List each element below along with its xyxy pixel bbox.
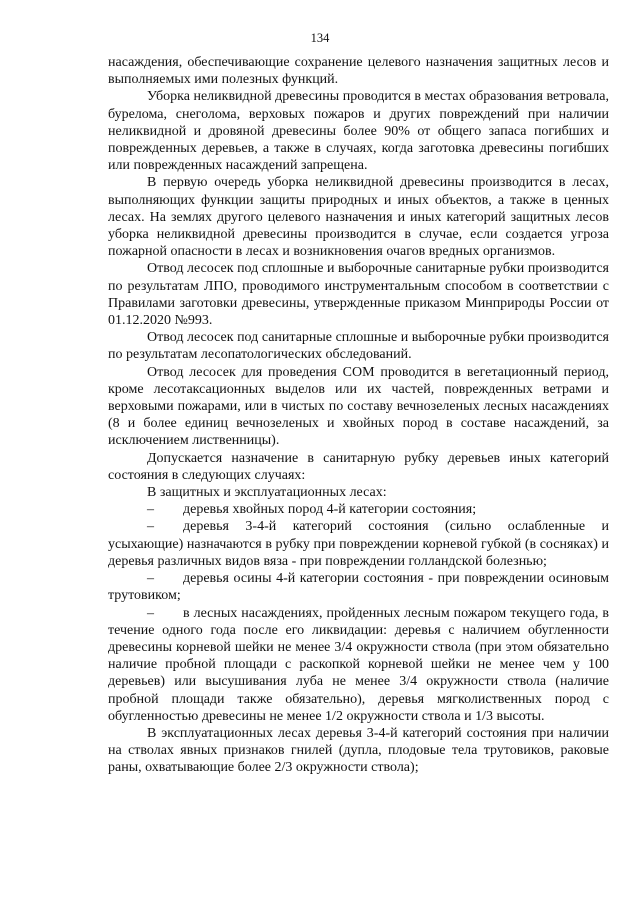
list-dash: – bbox=[147, 519, 154, 535]
paragraph: насаждения, обеспечивающие сохранение целевого назначения защитных лесов и выполняемых ими полезных функций. bbox=[108, 55, 609, 88]
list-item bbox=[108, 501, 609, 518]
paragraph: Отвод лесосек под сплошные и выборочные санитарные рубки производится по результатам ЛПО, проводимого инструментальным способом в соответствии с Правилами заготовки древесины, утвержденные приказом Минприроды России от 01.12.2020 №993. bbox=[108, 261, 609, 329]
paragraph: Уборка неликвидной древесины проводится в местах образования ветровала, бурелома, снеголома, верховых пожаров и других повреждений при наличии неликвидной и дровяной древесины более 90% от общего запаса погибших и поврежденных деревьев, а также в случаях, когда заготовка древесины погибших или поврежденных насаждений запрещена. bbox=[108, 89, 609, 174]
list-dash: – bbox=[147, 605, 154, 621]
list-item-text: в лесных насаждениях, пройденных лесным пожаром текущего года, в течение одного года после его ликвидации: деревья с наличием обугленности древесины корневой шейки не менее 3/4 окружности ствола (при этом обязательно наличие пробной площади с раскопкой корневой шейки не менее чем у 100 деревьев) или высушивания луба не менее 3/4 окружности ствола (наличие пробной площади также обязательно), деревья мягколиственных пород с обугленностью древесины не менее 1/2 окружности ствола и 1/3 высоты. bbox=[108, 605, 609, 724]
list-item bbox=[108, 570, 609, 604]
document-body bbox=[108, 54, 609, 777]
list-dash: – bbox=[147, 502, 154, 518]
paragraph: В эксплуатационных лесах деревья 3-4-й категорий состояния при наличии на стволах явных признаков гнилей (дупла, плодовые тела трутовиков, раковые раны, охватывающие более 2/3 окружности ствола); bbox=[108, 725, 609, 776]
list-item bbox=[108, 518, 609, 570]
list-item bbox=[108, 605, 609, 725]
list-item-text: деревья хвойных пород 4-й категории состояния; bbox=[183, 502, 477, 518]
list-item-text: деревья 3-4-й категорий состояния (сильно ослабленные и усыхающие) назначаются в рубку при повреждении корневой губкой (в сосняках) и деревья различных видов вяза - при повреждении голландской болезнью; bbox=[108, 519, 609, 569]
list-item-text: деревья осины 4-й категории состояния - при повреждении осиновым трутовиком; bbox=[108, 571, 609, 604]
paragraph: В защитных и эксплуатационных лесах: bbox=[147, 485, 387, 501]
paragraph: Отвод лесосек для проведения СОМ проводится в вегетационный период, кроме лесотаксационных выделов или их частей, поврежденных ветрами и верховыми пожарами, или в чистых по составу вечнозеленых лесных насаждениях (8 и более единиц вечнозеленых и хвойных пород в составе насаждений, за исключением лиственницы). bbox=[108, 364, 609, 449]
paragraph: Допускается назначение в санитарную рубку деревьев иных категорий состояния в следующих случаях: bbox=[108, 450, 609, 483]
paragraph: Отвод лесосек под санитарные сплошные и выборочные рубки производится по результатам лесопатологических обследований. bbox=[108, 330, 609, 363]
page-number: 134 bbox=[310, 31, 330, 45]
paragraph: В первую очередь уборка неликвидной древесины производится в лесах, выполняющих функции защиты природных и иных объектов, а также в ценных лесах. На землях другого целевого назначения и иных категорий защитных лесов уборка неликвидной древесины производится в случае, если создается угроза пожарной опасности в лесах и возникновения очагов вредных организмов. bbox=[108, 175, 609, 260]
list-dash: – bbox=[147, 571, 154, 587]
